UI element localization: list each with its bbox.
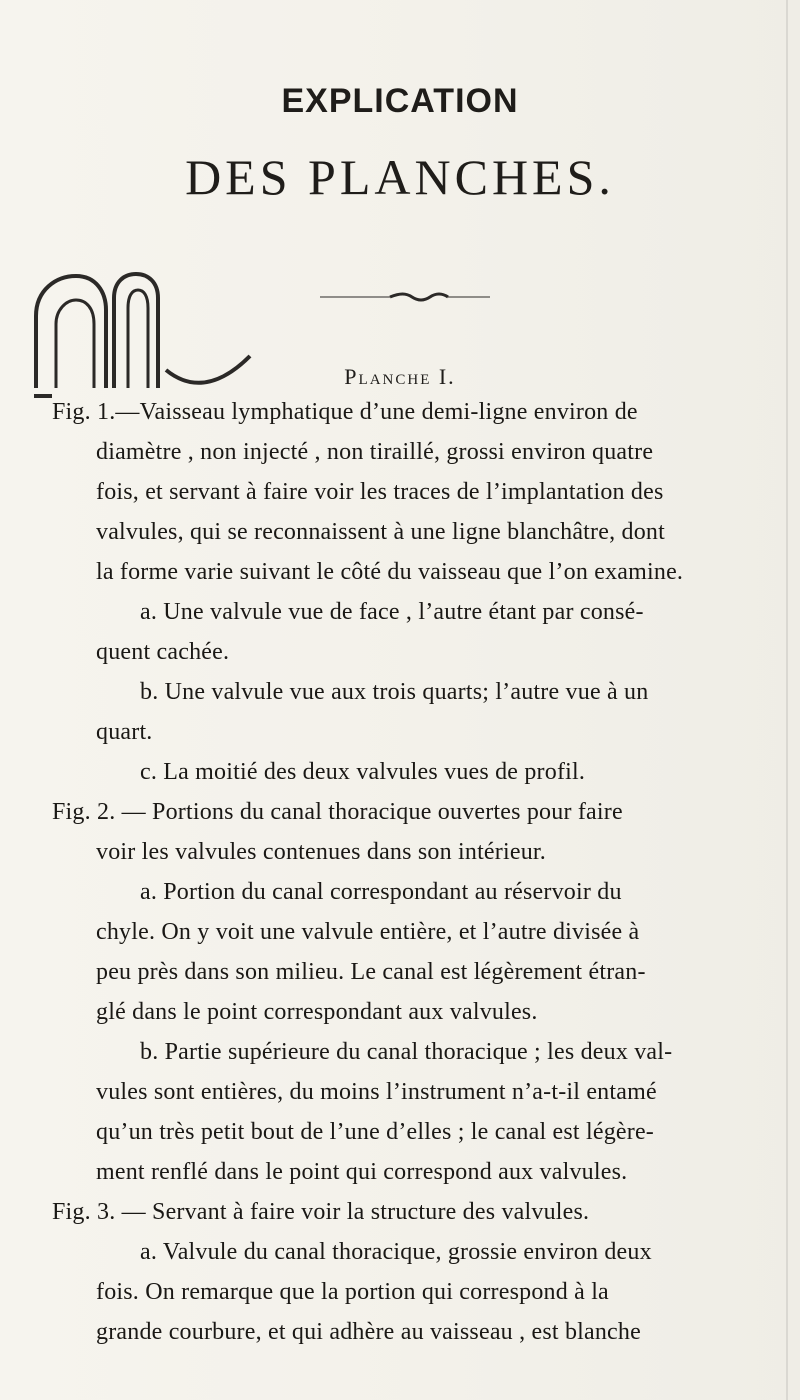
text-line: Fig. 3. — Servant à faire voir la structure des valvules.	[52, 1199, 590, 1225]
text-line: vules sont entières, du moins l’instrument n’a-t-il entamé	[96, 1079, 657, 1105]
text-line: quart.	[96, 719, 153, 745]
text-line: b. Une valvule vue aux trois quarts; l’autre vue à un	[140, 679, 649, 705]
text-line: glé dans le point correspondant aux valvules.	[96, 999, 538, 1025]
text-line: fois, et servant à faire voir les traces de l’implantation des	[96, 479, 664, 505]
text-line: a. Une valvule vue de face , l’autre étant par consé-	[140, 599, 644, 625]
text-line: ment renflé dans le point qui correspond aux valvules.	[96, 1159, 628, 1185]
text-line: c. La moitié des deux valvules vues de profil.	[140, 759, 586, 785]
text-line: grande courbure, et qui adhère au vaisseau , est blanche	[96, 1319, 641, 1345]
text-line: Fig. 1.—Vaisseau lymphatique d’une demi-ligne environ de	[52, 399, 638, 425]
text-line: peu près dans son milieu. Le canal est légèrement étran-	[96, 959, 646, 985]
text-line: a. Portion du canal correspondant au réservoir du	[140, 879, 622, 905]
plate-heading: Planche I.	[344, 364, 456, 389]
text-line: valvules, qui se reconnaissent à une ligne blanchâtre, dont	[96, 519, 665, 545]
text-line: voir les valvules contenues dans son intérieur.	[96, 839, 546, 865]
text-line: la forme varie suivant le côté du vaisseau que l’on examine.	[96, 559, 684, 585]
text-line: diamètre , non injecté , non tiraillé, grossi environ quatre	[96, 439, 654, 465]
text-line: a. Valvule du canal thoracique, grossie environ deux	[140, 1239, 652, 1265]
text-line: Fig. 2. — Portions du canal thoracique ouvertes pour faire	[52, 799, 623, 825]
text-line: b. Partie supérieure du canal thoracique ; les deux val-	[140, 1039, 673, 1065]
text-line: fois. On remarque que la portion qui correspond à la	[96, 1279, 609, 1305]
title-explication: EXPLICATION	[281, 82, 519, 120]
page-edge-line	[786, 0, 788, 1400]
text-line: qu’un très petit bout de l’une d’elles ; le canal est légère-	[96, 1119, 654, 1145]
ornamental-rule-icon	[320, 291, 490, 303]
text-line: chyle. On y voit une valvule entière, et l’autre divisée à	[96, 919, 640, 945]
explanation-text	[52, 392, 742, 1352]
text-line: quent cachée.	[96, 639, 230, 665]
title-des-planches: DES PLANCHES.	[185, 149, 615, 205]
